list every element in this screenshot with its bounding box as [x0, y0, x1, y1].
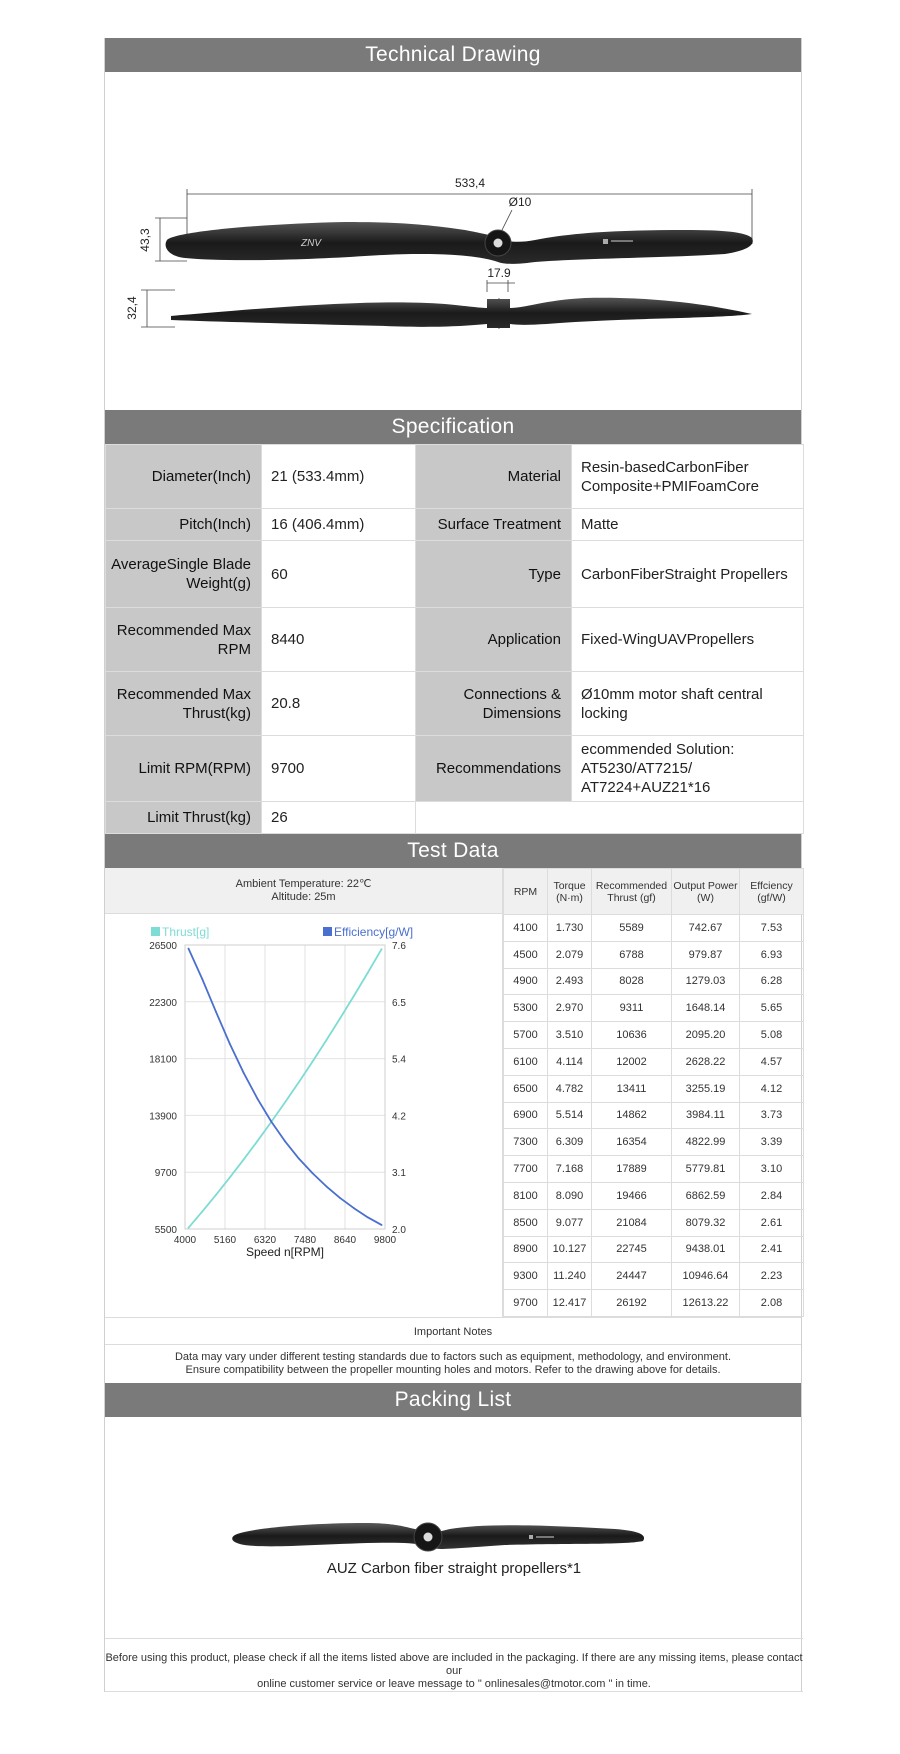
test-cell: 9311	[592, 995, 672, 1022]
test-cell: 9700	[504, 1290, 548, 1317]
test-cell: 4822.99	[672, 1129, 740, 1156]
test-row	[504, 1209, 804, 1236]
spec-value: 21 (533.4mm)	[262, 445, 416, 509]
test-cell: 2.84	[740, 1182, 804, 1209]
data-point	[188, 948, 190, 950]
test-cell: 4.57	[740, 1048, 804, 1075]
test-row	[504, 915, 804, 942]
test-cell: 3.10	[740, 1156, 804, 1183]
test-cell: 3984.11	[672, 1102, 740, 1129]
data-point	[257, 1098, 259, 1100]
specification-title: Specification	[105, 410, 801, 444]
data-point	[339, 1017, 341, 1019]
test-cell: 5300	[504, 995, 548, 1022]
y-left-tick-label: 5500	[154, 1225, 177, 1236]
test-cell: 5700	[504, 1022, 548, 1049]
test-cell: 4.782	[548, 1075, 592, 1102]
spec-value: CarbonFiberStraight Propellers	[572, 541, 804, 608]
test-cell: 6788	[592, 941, 672, 968]
test-cell: 26192	[592, 1290, 672, 1317]
product-page	[104, 38, 802, 1692]
spec-key: Diameter(Inch)	[106, 445, 262, 509]
spec-key: Pitch(Inch)	[106, 509, 262, 541]
test-row	[504, 1048, 804, 1075]
test-cell: 5.65	[740, 995, 804, 1022]
series-line-0	[188, 949, 381, 1228]
test-cell: 7700	[504, 1156, 548, 1183]
important-notes	[105, 1345, 801, 1383]
data-point	[284, 1140, 286, 1142]
test-row	[504, 941, 804, 968]
plot-frame	[185, 945, 385, 1229]
footer-line: online customer service or leave message to " onlinesales@tmotor.com " in time.	[257, 1678, 651, 1690]
test-cell: 22745	[592, 1236, 672, 1263]
data-point	[353, 1207, 355, 1209]
test-cell: 9438.01	[672, 1236, 740, 1263]
altitude: Altitude: 25m	[271, 891, 336, 903]
data-point	[367, 972, 369, 974]
y-right-tick-label: 6.5	[392, 997, 406, 1009]
propeller-side-view	[171, 298, 752, 328]
legend-label: Thrust[g]	[162, 925, 210, 939]
spec-row	[106, 608, 804, 672]
test-conditions	[105, 868, 502, 914]
test-cell: 9.077	[548, 1209, 592, 1236]
test-cell: 4.12	[740, 1075, 804, 1102]
y-right-tick-label: 2.0	[392, 1225, 406, 1236]
data-point	[270, 1121, 272, 1123]
test-row	[504, 1156, 804, 1183]
hole-dimension: Ø10	[508, 195, 532, 209]
data-point	[381, 1224, 383, 1226]
data-point	[229, 1177, 231, 1179]
y-right-tick-label: 4.2	[392, 1111, 406, 1123]
spec-key: Recommendations	[416, 736, 572, 802]
spec-value: Fixed-WingUAVPropellers	[572, 608, 804, 672]
test-cell: 4500	[504, 941, 548, 968]
test-cell: 12.417	[548, 1290, 592, 1317]
spec-row	[106, 541, 804, 608]
test-cell: 12002	[592, 1048, 672, 1075]
spec-value: Matte	[572, 509, 804, 541]
data-point	[312, 1061, 314, 1063]
spec-value: 26	[262, 802, 416, 834]
test-cell: 2.08	[740, 1290, 804, 1317]
test-cell: 6.309	[548, 1129, 592, 1156]
test-row	[504, 1290, 804, 1317]
y-left-tick-label: 22300	[149, 997, 177, 1009]
specification-table	[105, 444, 804, 834]
spec-value: 20.8	[262, 672, 416, 736]
test-cell: 17889	[592, 1156, 672, 1183]
spec-value: Ø10mm motor shaft central locking	[572, 672, 804, 736]
data-point	[229, 1043, 231, 1045]
spec-key: Limit Thrust(kg)	[106, 802, 262, 834]
test-cell: 2.970	[548, 995, 592, 1022]
y-left-tick-label: 13900	[149, 1111, 177, 1123]
test-cell: 1.730	[548, 915, 592, 942]
y-right-tick-label: 7.6	[392, 941, 406, 952]
test-cell: 2.61	[740, 1209, 804, 1236]
test-data-table	[503, 868, 804, 1317]
spec-key: Recommended Max RPM	[106, 608, 262, 672]
test-cell: 10.127	[548, 1236, 592, 1263]
test-cell: 7.168	[548, 1156, 592, 1183]
spec-key: Connections & Dimensions	[416, 672, 572, 736]
test-cell: 16354	[592, 1129, 672, 1156]
spec-key: Limit RPM(RPM)	[106, 736, 262, 802]
x-tick-label: 9800	[373, 1235, 397, 1246]
test-row	[504, 1075, 804, 1102]
test-cell: 19466	[592, 1182, 672, 1209]
test-cell: 9300	[504, 1263, 548, 1290]
x-tick-label: 7480	[293, 1235, 317, 1246]
test-cell: 7300	[504, 1129, 548, 1156]
packing-list-title: Packing List	[105, 1383, 801, 1417]
test-cell: 6.28	[740, 968, 804, 995]
footer-line: Before using this product, please check if all the items listed above are included in the packaging. If there are any missing items, please contact our	[105, 1652, 803, 1677]
technical-drawing-title: Technical Drawing	[105, 38, 801, 72]
important-notes-title: Important Notes	[105, 1317, 801, 1345]
test-cell: 4900	[504, 968, 548, 995]
data-point	[298, 1081, 300, 1083]
test-cell: 6900	[504, 1102, 548, 1129]
spec-empty-cell	[416, 802, 804, 834]
propeller-drawing	[105, 72, 803, 410]
test-row	[504, 1102, 804, 1129]
spec-value: 8440	[262, 608, 416, 672]
legend-label: Efficiency[g/W]	[334, 925, 414, 939]
column-header: Recommended Thrust (gf)	[592, 869, 672, 915]
hub-dimension: 17.9	[487, 266, 511, 280]
test-cell: 5779.81	[672, 1156, 740, 1183]
propeller-top-view	[166, 222, 753, 264]
test-cell: 2.493	[548, 968, 592, 995]
data-point	[298, 1158, 300, 1160]
test-cell: 12613.22	[672, 1290, 740, 1317]
spec-key: Type	[416, 541, 572, 608]
width-dimension: 43,3	[138, 228, 152, 252]
spec-row	[106, 509, 804, 541]
data-point	[312, 1172, 314, 1174]
test-cell: 2095.20	[672, 1022, 740, 1049]
data-point	[215, 1011, 217, 1013]
ambient-temperature: Ambient Temperature: 22℃	[235, 878, 372, 890]
length-dimension: 533,4	[454, 176, 486, 190]
data-point	[367, 1216, 369, 1218]
data-point	[201, 978, 203, 980]
data-point	[339, 1197, 341, 1199]
y-left-tick-label: 26500	[149, 941, 177, 952]
data-point	[215, 1194, 217, 1196]
test-cell: 979.87	[672, 941, 740, 968]
x-tick-label: 5160	[213, 1235, 237, 1246]
test-cell: 8900	[504, 1236, 548, 1263]
test-cell: 10636	[592, 1022, 672, 1049]
chart-panel	[105, 868, 503, 1317]
spec-key: AverageSingle Blade Weight(g)	[106, 541, 262, 608]
packing-item: AUZ Carbon fiber straight propellers*1	[326, 1559, 582, 1577]
column-header: Effciency (gf/W)	[740, 869, 804, 915]
test-cell: 1648.14	[672, 995, 740, 1022]
test-cell: 8079.32	[672, 1209, 740, 1236]
spec-value: 16 (406.4mm)	[262, 509, 416, 541]
spec-key: Material	[416, 445, 572, 509]
test-cell: 742.67	[672, 915, 740, 942]
column-header: RPM	[504, 869, 548, 915]
spec-value: ecommended Solution: AT5230/AT7215/ AT7224+AUZ21*16	[572, 736, 804, 802]
test-cell: 3255.19	[672, 1075, 740, 1102]
data-point	[325, 1186, 327, 1188]
spec-row	[106, 802, 804, 834]
spec-row	[106, 736, 804, 802]
test-row	[504, 995, 804, 1022]
test-cell: 7.53	[740, 915, 804, 942]
test-cell: 8100	[504, 1182, 548, 1209]
test-cell: 6500	[504, 1075, 548, 1102]
test-cell: 6862.59	[672, 1182, 740, 1209]
packing-list	[105, 1417, 801, 1629]
test-cell: 2.079	[548, 941, 592, 968]
test-cell: 8500	[504, 1209, 548, 1236]
y-right-tick-label: 5.4	[392, 1054, 406, 1066]
test-cell: 14862	[592, 1102, 672, 1129]
test-row	[504, 1263, 804, 1290]
technical-drawing	[105, 72, 801, 410]
test-cell: 6.93	[740, 941, 804, 968]
propeller-logo: ZNV	[301, 238, 321, 249]
x-tick-label: 8640	[333, 1235, 357, 1246]
y-right-tick-label: 3.1	[392, 1168, 406, 1180]
data-point	[243, 1159, 245, 1161]
column-header: Output Power (W)	[672, 869, 740, 915]
test-cell: 4100	[504, 915, 548, 942]
spec-row	[106, 672, 804, 736]
column-header: Torque (N·m)	[548, 869, 592, 915]
data-point	[243, 1072, 245, 1074]
x-tick-label: 6320	[253, 1235, 277, 1246]
test-cell: 2.41	[740, 1236, 804, 1263]
test-data	[105, 868, 803, 1317]
test-cell: 5.514	[548, 1102, 592, 1129]
spec-row	[106, 445, 804, 509]
test-row	[504, 1022, 804, 1049]
data-point	[284, 1101, 286, 1103]
test-cell: 8.090	[548, 1182, 592, 1209]
test-row	[504, 1182, 804, 1209]
data-point	[325, 1039, 327, 1041]
performance-chart-svg	[105, 914, 503, 1316]
data-point	[188, 1227, 190, 1229]
test-cell: 21084	[592, 1209, 672, 1236]
y-left-tick-label: 9700	[154, 1168, 177, 1180]
test-cell: 6100	[504, 1048, 548, 1075]
performance-chart	[105, 914, 502, 1316]
test-row	[504, 1129, 804, 1156]
test-cell: 2628.22	[672, 1048, 740, 1075]
y-left-tick-label: 18100	[149, 1054, 177, 1066]
packing-footer-note	[105, 1638, 803, 1692]
test-cell: 8028	[592, 968, 672, 995]
test-cell: 3.39	[740, 1129, 804, 1156]
x-axis-label: Speed n[RPM]	[245, 1245, 325, 1259]
note-line: Ensure compatibility between the propeller mounting holes and motors. Refer to the drawing above for details.	[185, 1363, 721, 1376]
spec-value: 60	[262, 541, 416, 608]
test-cell: 13411	[592, 1075, 672, 1102]
spec-key: Surface Treatment	[416, 509, 572, 541]
test-header-row	[504, 869, 804, 915]
spec-value: 9700	[262, 736, 416, 802]
test-cell: 3.510	[548, 1022, 592, 1049]
test-cell: 24447	[592, 1263, 672, 1290]
data-point	[381, 948, 383, 950]
test-cell: 5589	[592, 915, 672, 942]
spec-key: Recommended Max Thrust(kg)	[106, 672, 262, 736]
test-data-title: Test Data	[105, 834, 801, 868]
data-point	[201, 1211, 203, 1213]
legend-swatch	[151, 927, 160, 936]
test-cell: 3.73	[740, 1102, 804, 1129]
test-cell: 5.08	[740, 1022, 804, 1049]
x-tick-label: 4000	[173, 1235, 197, 1246]
test-cell: 4.114	[548, 1048, 592, 1075]
test-cell: 2.23	[740, 1263, 804, 1290]
data-point	[257, 1140, 259, 1142]
spec-key: Application	[416, 608, 572, 672]
test-table-panel	[503, 868, 803, 1317]
data-point	[353, 995, 355, 997]
test-cell: 11.240	[548, 1263, 592, 1290]
test-row	[504, 968, 804, 995]
test-cell: 1279.03	[672, 968, 740, 995]
note-line: Data may vary under different testing standards due to factors such as equipment, methodology, and environment.	[174, 1350, 732, 1363]
height-dimension: 32,4	[125, 296, 139, 320]
legend-swatch	[323, 927, 332, 936]
test-cell: 10946.64	[672, 1263, 740, 1290]
spec-value: Resin-basedCarbonFiber Composite+PMIFoamCore	[572, 445, 804, 509]
test-row	[504, 1236, 804, 1263]
series-line-1	[188, 949, 381, 1225]
